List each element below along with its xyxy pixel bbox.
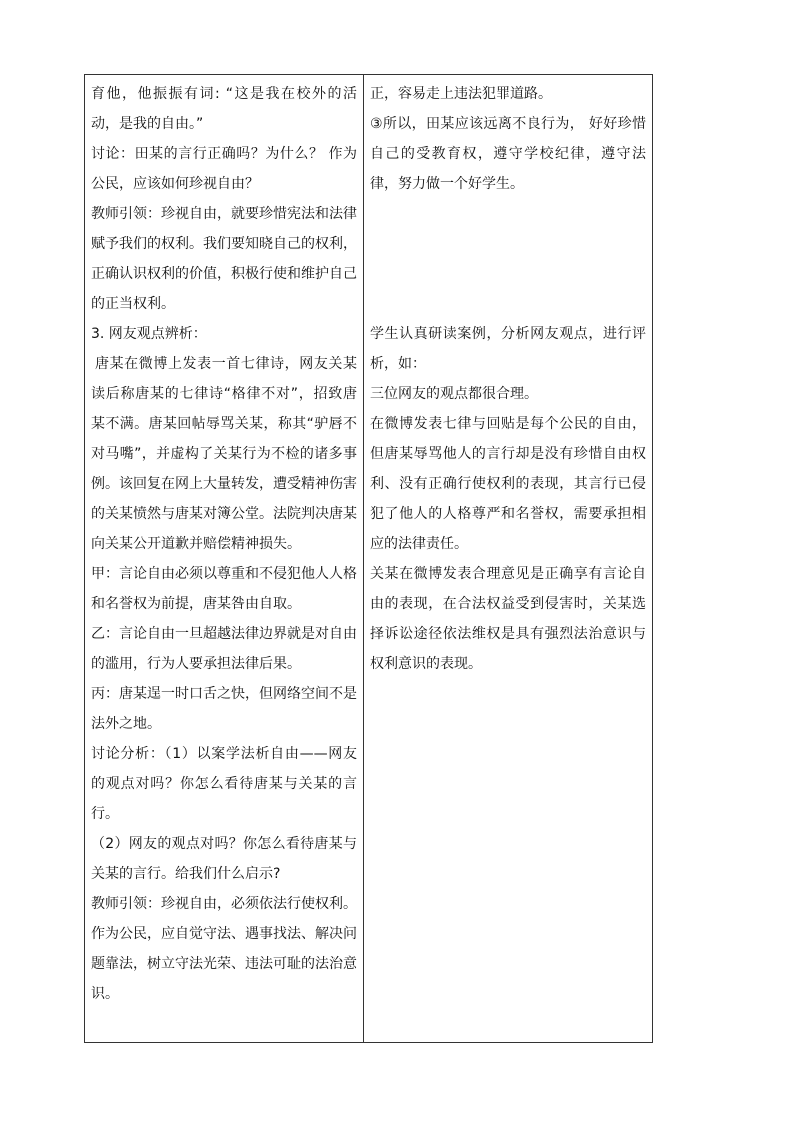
left-paragraph: 教师引领：珍视自由，就要珍惜宪法和法律赋予我们的权利。我们要知晓自己的权利，正确认识权利的价值，积极行使和维护自己的正当权利。 [91, 206, 357, 312]
column-spacer [370, 199, 646, 319]
student-activity-column [364, 75, 652, 1042]
teacher-activity-column [85, 75, 364, 1042]
lesson-table [84, 74, 653, 1043]
right-paragraph: ③所以，田某应该远离不良行为， 好好珍惜自己的受教育权，遵守学校纪律，遵守法律，努力做一个好学生。 [370, 116, 646, 192]
left-paragraph: 育他，他振振有词: “这是我在校外的活动，是我的自由。” [91, 86, 357, 132]
section-heading: 3. 网友观点辨析： [91, 326, 207, 342]
case-description: 唐某在微博上发表一首七律诗，网友关某读后称唐某的七律诗“格律不对”，招致唐某不满。唐某回帖辱骂关某，称其“驴唇不对马嘴”，并虚构了关某行为不检的诸多事例。该回复在网上大量转发，遭受精神伤害的关某愤然与唐某对簿公堂。法院判决唐某向关某公开道歉并赔偿精神损失。 [91, 356, 357, 552]
right-paragraph: 在微博发表七律与回贴是每个公民的自由，但唐某辱骂他人的言行却是没有珍惜自由权利、没有正确行使权利的表现，其言行已侵犯了他人的人格尊严和名誉权，需要承担相应的法律责任。 [370, 416, 646, 552]
right-paragraph: 正，容易走上违法犯罪道路。 [370, 86, 552, 102]
left-paragraph: 丙：唐某逞一时口舌之快，但网络空间不是法外之地。 [91, 686, 357, 732]
left-paragraph: （2）网友的观点对吗？你怎么看待唐某与关某的言行。给我们什么启示? [91, 836, 357, 882]
left-paragraph: 讨论：田某的言行正确吗？为什么？ 作为公民，应该如何珍视自由？ [91, 146, 357, 192]
right-paragraph: 关某在微博发表合理意见是正确享有言论自由的表现，在合法权益受到侵害时，关某选择诉讼途径依法维权是具有强烈法治意识与权利意识的表现。 [370, 566, 646, 672]
left-paragraph: 教师引领：珍视自由，必须依法行使权利。作为公民，应自觉守法、遇事找法、解决问题靠法，树立守法光荣、违法可耻的法治意识。 [91, 896, 357, 1002]
left-paragraph: 甲：言论自由必须以尊重和不侵犯他人人格和名誉权为前提，唐某咎由自取。 [91, 566, 357, 612]
right-paragraph: 学生认真研读案例，分析网友观点，进行评析，如： [370, 326, 646, 372]
left-paragraph: 乙：言论自由一旦超越法律边界就是对自由的滥用，行为人要承担法律后果。 [91, 626, 357, 672]
left-paragraph: 讨论分析：（1）以案学法析自由——网友的观点对吗？你怎么看待唐某与关某的言行。 [91, 746, 357, 822]
right-paragraph: 三位网友的观点都很合理。 [370, 386, 538, 402]
